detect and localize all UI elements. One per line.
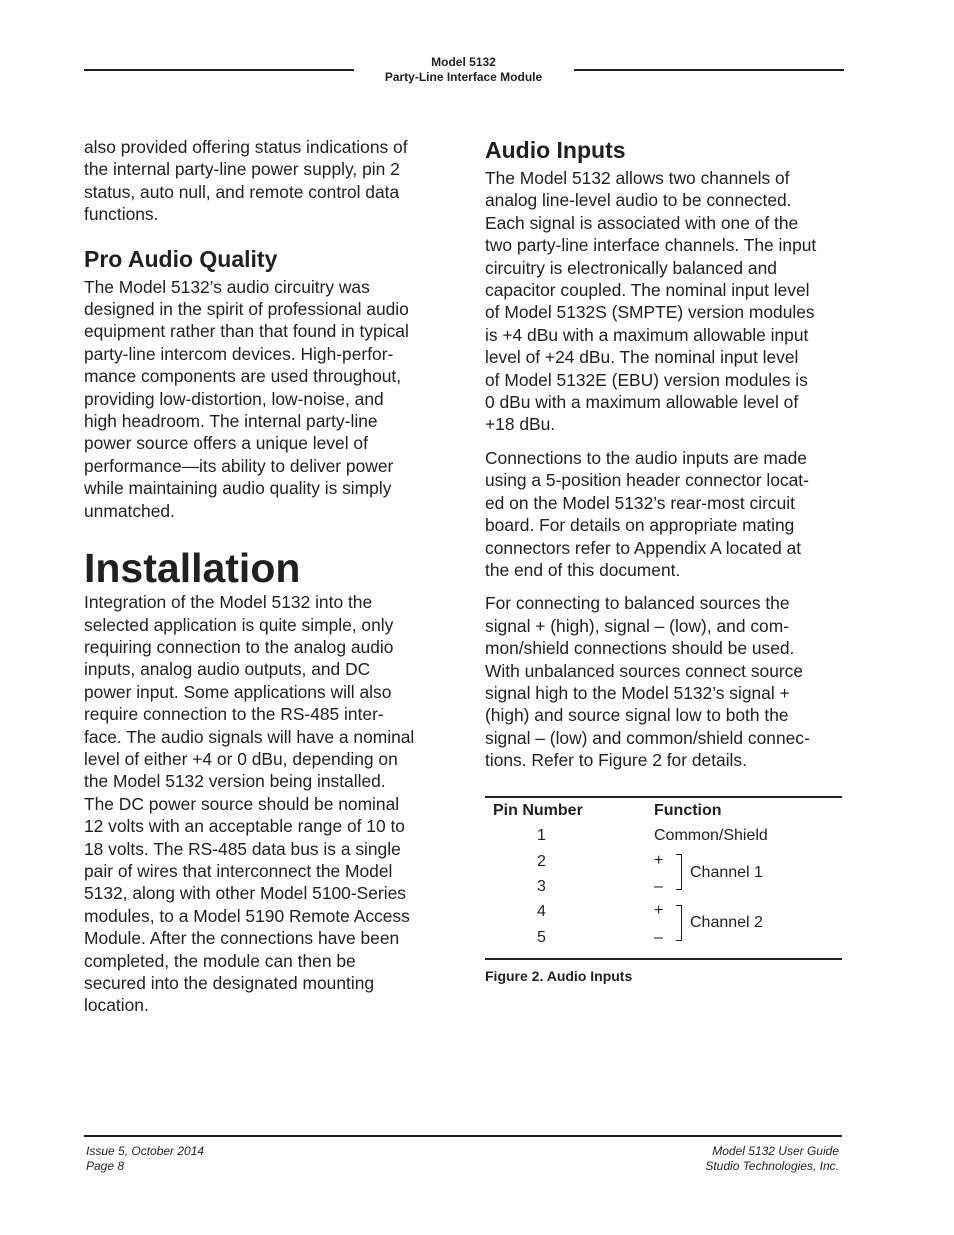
text-line: high headroom. The internal party-line	[84, 411, 378, 432]
function-common-shield: Common/Shield	[654, 827, 768, 844]
text-line: 18 volts. The RS-485 data bus is a single	[84, 838, 401, 859]
column-header-function: Function	[654, 802, 722, 819]
text-line: inputs, analog audio outputs, and DC	[84, 659, 371, 680]
text-line: With unbalanced sources connect source	[485, 660, 804, 681]
text-line: is +4 dBu with a maximum allowable input	[485, 324, 809, 345]
text-line: unmatched.	[84, 500, 175, 521]
text-line: 12 volts with an acceptable range of 10 to	[84, 816, 405, 837]
installation-paragraph	[84, 591, 444, 1017]
text-line: pair of wires that interconnect the Model	[84, 860, 393, 881]
channel-1-label: Channel 1	[690, 864, 763, 881]
footer-issue: Issue 5, October 2014	[86, 1144, 205, 1158]
text-line: The DC power source should be nominal	[84, 793, 400, 814]
footer-rule	[84, 1135, 842, 1137]
text-line: level of either +4 or 0 dBu, depending on	[84, 748, 398, 769]
table-bottom-rule	[485, 958, 842, 960]
text-line: board. For details on appropriate mating	[485, 515, 795, 536]
text-line: +18 dBu.	[485, 414, 556, 435]
audio-inputs-heading: Audio Inputs	[485, 137, 626, 163]
text-line: while maintaining audio quality is simply	[84, 478, 392, 499]
text-line: of Model 5132E (EBU) version modules is	[485, 369, 808, 390]
text-line: connectors refer to Appendix A located at	[485, 537, 802, 558]
text-line: analog line-level audio to be connected.	[485, 190, 792, 211]
footer-page-number: Page 8	[86, 1159, 125, 1173]
signal-minus: –	[654, 878, 663, 895]
text-line: mance components are used throughout,	[84, 366, 402, 387]
text-line: mon/shield connections should be used.	[485, 638, 795, 659]
text-line: selected application is quite simple, only	[84, 614, 394, 635]
channel-2-bracket	[676, 905, 682, 941]
audio-inputs-paragraph-3	[485, 592, 845, 771]
text-line: Connections to the audio inputs are made	[485, 447, 807, 468]
signal-plus: +	[654, 902, 664, 919]
header-rule-left	[84, 69, 354, 71]
signal-minus: –	[654, 929, 663, 946]
text-line: power input. Some applications will also	[84, 681, 392, 702]
channel-1-bracket	[676, 854, 682, 890]
text-line: face. The audio signals will have a nominal	[84, 726, 415, 747]
channel-2-label: Channel 2	[690, 914, 763, 931]
text-line: Each signal is associated with one of the	[485, 212, 799, 233]
audio-inputs-paragraph-1	[485, 167, 845, 436]
text-line: 0 dBu with a maximum allowable level of	[485, 392, 799, 413]
text-line: Integration of the Model 5132 into the	[84, 592, 373, 613]
intro-paragraph	[84, 136, 444, 226]
text-line: tions. Refer to Figure 2 for details.	[485, 750, 747, 771]
text-line: Module. After the connections have been	[84, 928, 400, 949]
text-line: For connecting to balanced sources the	[485, 593, 790, 614]
text-line: signal + (high), signal – (low), and com-	[485, 615, 789, 636]
text-line: equipment rather than that found in typical	[84, 321, 409, 342]
text-line: circuitry is electronically balanced and	[485, 257, 777, 278]
text-line: power source offers a unique level of	[84, 433, 368, 454]
pin-number: 4	[537, 903, 546, 920]
pin-number: 5	[537, 929, 546, 946]
text-line: (high) and source signal low to both the	[485, 705, 789, 726]
text-line: of Model 5132S (SMPTE) version modules	[485, 302, 815, 323]
text-line: the internal party-line power supply, pin 2	[84, 159, 400, 180]
text-line: status, auto null, and remote control data	[84, 181, 400, 202]
pro-audio-paragraph	[84, 276, 444, 522]
text-line: the Model 5132 version being installed.	[84, 771, 386, 792]
text-line: secured into the designated mounting	[84, 973, 375, 993]
left-column	[84, 136, 444, 1028]
text-line: party-line intercom devices. High-perfor-	[84, 343, 394, 364]
text-line: signal high to the Model 5132’s signal +	[485, 682, 790, 703]
right-column	[485, 136, 845, 783]
signal-plus: +	[654, 852, 664, 869]
header-module-name: Party-Line Interface Module	[384, 70, 543, 84]
text-line: functions.	[84, 204, 159, 225]
text-line: completed, the module can then be	[84, 950, 356, 971]
text-line: signal – (low) and common/shield connec-	[485, 727, 810, 748]
text-line: modules, to a Model 5190 Remote Access	[84, 905, 410, 926]
column-header-pin: Pin Number	[493, 802, 583, 819]
table-top-rule	[485, 796, 842, 798]
text-line: level of +24 dBu. The nominal input level	[485, 347, 799, 368]
text-line: using a 5-position header connector locat-	[485, 470, 809, 491]
installation-heading: Installation	[84, 545, 301, 592]
pro-audio-heading: Pro Audio Quality	[84, 245, 278, 272]
text-line: designed in the spirit of professional audio	[84, 299, 409, 320]
text-line: providing low-distortion, low-noise, and	[84, 388, 384, 409]
audio-inputs-figure	[485, 796, 842, 962]
text-line: the end of this document.	[485, 559, 681, 580]
text-line: also provided offering status indications of	[84, 137, 408, 157]
figure-caption: Figure 2. Audio Inputs	[485, 968, 633, 984]
text-line: 5132, along with other Model 5100-Series	[84, 883, 406, 904]
footer-guide-title: Model 5132 User Guide	[712, 1144, 839, 1158]
footer-company: Studio Technologies, Inc.	[705, 1159, 839, 1173]
text-line: ed on the Model 5132’s rear-most circuit	[485, 492, 795, 513]
text-line: require connection to the RS-485 inter-	[84, 704, 384, 725]
audio-inputs-paragraph-2	[485, 447, 845, 581]
text-line: The Model 5132 allows two channels of	[485, 168, 790, 188]
header-model: Model 5132	[431, 55, 496, 69]
header-rule-right	[574, 69, 844, 71]
pin-number: 3	[537, 878, 546, 895]
pin-number: 1	[537, 827, 546, 844]
text-line: two party-line interface channels. The input	[485, 235, 817, 256]
text-line: location.	[84, 995, 149, 1016]
text-line: The Model 5132’s audio circuitry was	[84, 276, 370, 297]
pin-number: 2	[537, 853, 546, 870]
text-line: performance—its ability to deliver power	[84, 455, 394, 476]
text-line: capacitor coupled. The nominal input level	[485, 280, 810, 301]
text-line: requiring connection to the analog audio	[84, 636, 394, 657]
